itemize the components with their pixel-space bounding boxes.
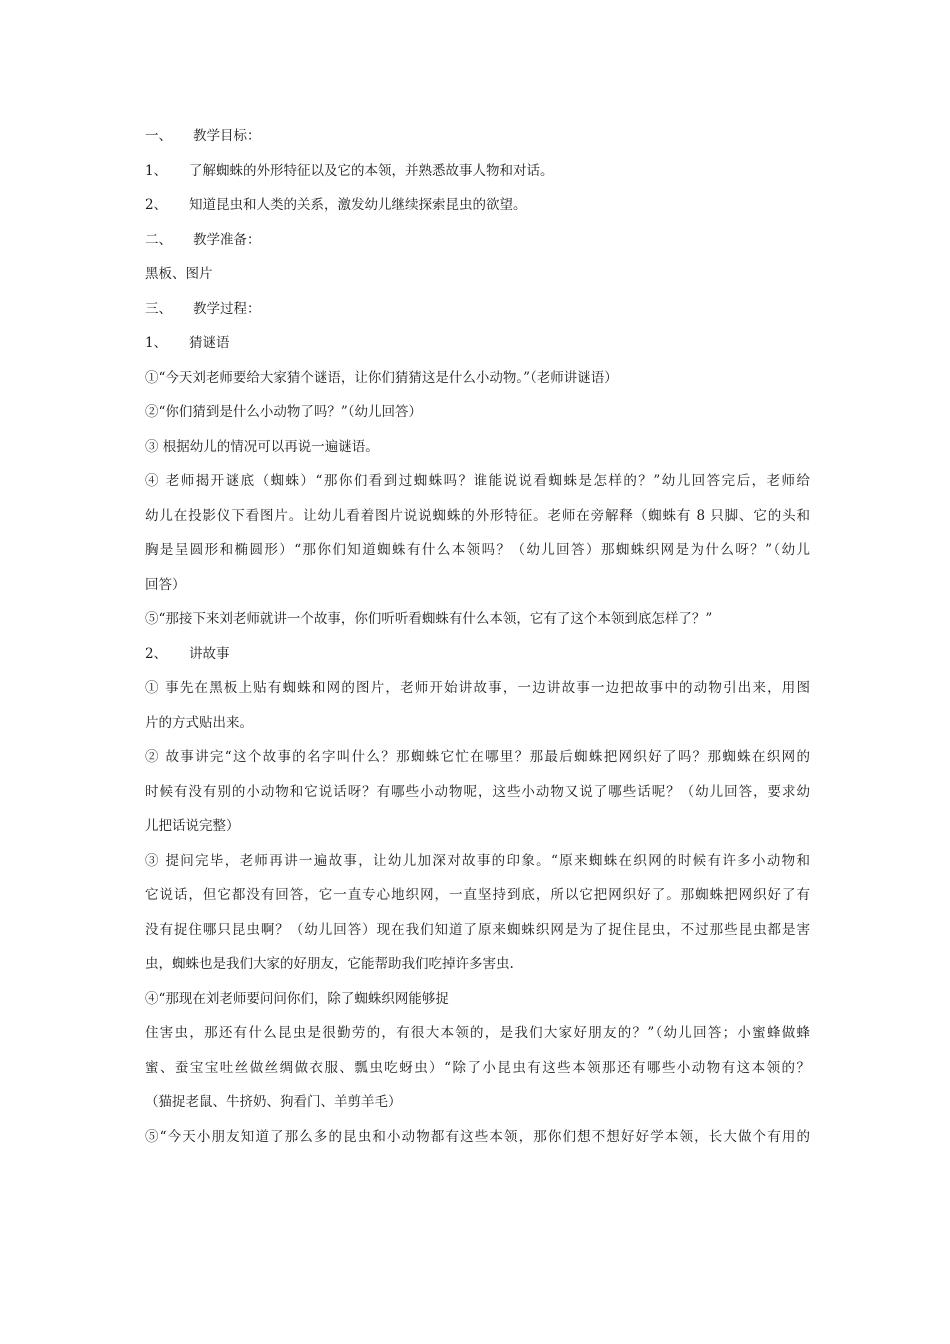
paragraph-line: 蜜、蚕宝宝吐丝做丝绸做衣服、瓢虫吃蚜虫）“除了小昆虫有这些本领那还有哪些小动物有这本领的？ (145, 1059, 810, 1076)
section-heading-preparation (145, 228, 810, 263)
section-number: 二、 (145, 231, 172, 248)
paragraph-line: ①“今天刘老师要给大家猜个谜语，让你们猜猜这是什么小动物。”（老师讲谜语） (145, 369, 618, 386)
subsection-heading-story (145, 642, 810, 677)
paragraph-line: 儿把话说完整） (145, 818, 240, 834)
paragraph-line: 回答） (145, 576, 186, 593)
paragraph-line: 虫，蜘蛛也是我们大家的好朋友，它能帮助我们吃掉许多害虫. (145, 956, 514, 972)
paragraph-line: ⑤“那接下来刘老师就讲一个故事，你们听听看蜘蛛有什么本领，它有了这个本领到底怎样了？” (145, 611, 713, 627)
paragraph-line: 黑板、图片 (145, 266, 213, 282)
section-title: 教学过程： (193, 300, 261, 317)
item-text: 知道昆虫和人类的关系，激发幼儿继续探索昆虫的欲望。 (189, 197, 527, 213)
item-number: 1、 (145, 335, 168, 351)
paragraph-line: ⑤“今天小朋友知道了那么多的昆虫和小动物都有这些本领，那你们想不想好好学本领，长大做个有用的 (145, 1128, 810, 1145)
section-title: 教学准备： (193, 231, 261, 248)
goal-item (145, 159, 810, 194)
paragraph-line: ② 故事讲完“这个故事的名字叫什么？那蜘蛛它忙在哪里？那最后蜘蛛把网织好了吗？那蜘蛛在织网的 (145, 749, 810, 765)
section-title: 教学目标： (193, 128, 261, 144)
item-text: 讲故事 (189, 645, 230, 662)
paragraph-line: ④ 老师揭开谜底（蜘蛛）“那你们看到过蜘蛛吗？谁能说说看蜘蛛是怎样的？”幼儿回答完后，老师给 (145, 473, 810, 489)
section-number: 一、 (145, 128, 172, 144)
paragraph-line: ③ 提问完毕，老师再讲一遍故事，让幼儿加深对故事的印象。“原来蜘蛛在织网的时候有许多小动物和 (145, 852, 810, 869)
item-text: 猜谜语 (189, 335, 230, 351)
item-number: 2、 (145, 197, 168, 213)
paragraph-line: 它说话，但它都没有回答，它一直专心地织网，一直坚持到底，所以它把网织好了。那蜘蛛把网织好了有 (145, 887, 810, 903)
paragraph-line: 片的方式贴出来。 (145, 714, 253, 731)
paragraph-line: ②“你们猜到是什么小动物了吗？”（幼儿回答） (145, 404, 423, 420)
document-body (145, 124, 810, 1159)
item-text: 了解蜘蛛的外形特征以及它的本领，并熟悉故事人物和对话。 (189, 162, 554, 179)
paragraph-line: 胸是呈圆形和椭圆形）“那你们知道蜘蛛有什么本领吗？（幼儿回答）那蜘蛛织网是为什么呀？”（幼儿 (145, 542, 810, 558)
section-heading-process (145, 297, 810, 332)
goal-item (145, 193, 810, 228)
paragraph-line: 时候有没有别的小动物和它说话呀？有哪些小动物呢，这些小动物又说了哪些话呢？（幼儿回答，要求幼 (145, 783, 810, 800)
paragraph-line: 住害虫，那还有什么昆虫是很勤劳的，有很大本领的，是我们大家好朋友的？”（幼儿回答；小蜜蜂做蜂 (145, 1025, 810, 1041)
paragraph-line: ① 事先在黑板上贴有蜘蛛和网的图片，老师开始讲故事，一边讲故事一边把故事中的动物引出来，用图 (145, 680, 810, 696)
paragraph-line: 幼儿在投影仪下看图片。让幼儿看着图片说说蜘蛛的外形特征。老师在旁解释（蜘蛛有 8 只脚、它的头和 (145, 507, 810, 524)
section-number: 三、 (145, 300, 172, 317)
item-number: 2、 (145, 645, 168, 662)
section-heading-goals (145, 124, 810, 159)
paragraph-line: ④“那现在刘老师要问问你们，除了蜘蛛织网能够捉 (145, 990, 449, 1007)
paragraph-line: ③ 根据幼儿的情况可以再说一遍谜语。 (145, 438, 379, 455)
subsection-heading-riddle (145, 331, 810, 366)
paragraph-line: 没有捉住哪只昆虫啊？（幼儿回答）现在我们知道了原来蜘蛛织网是为了捉住昆虫，不过那些昆虫都是害 (145, 921, 810, 938)
paragraph-line: （猫捉老鼠、牛挤奶、狗看门、羊剪羊毛） (145, 1094, 402, 1110)
item-number: 1、 (145, 162, 168, 179)
